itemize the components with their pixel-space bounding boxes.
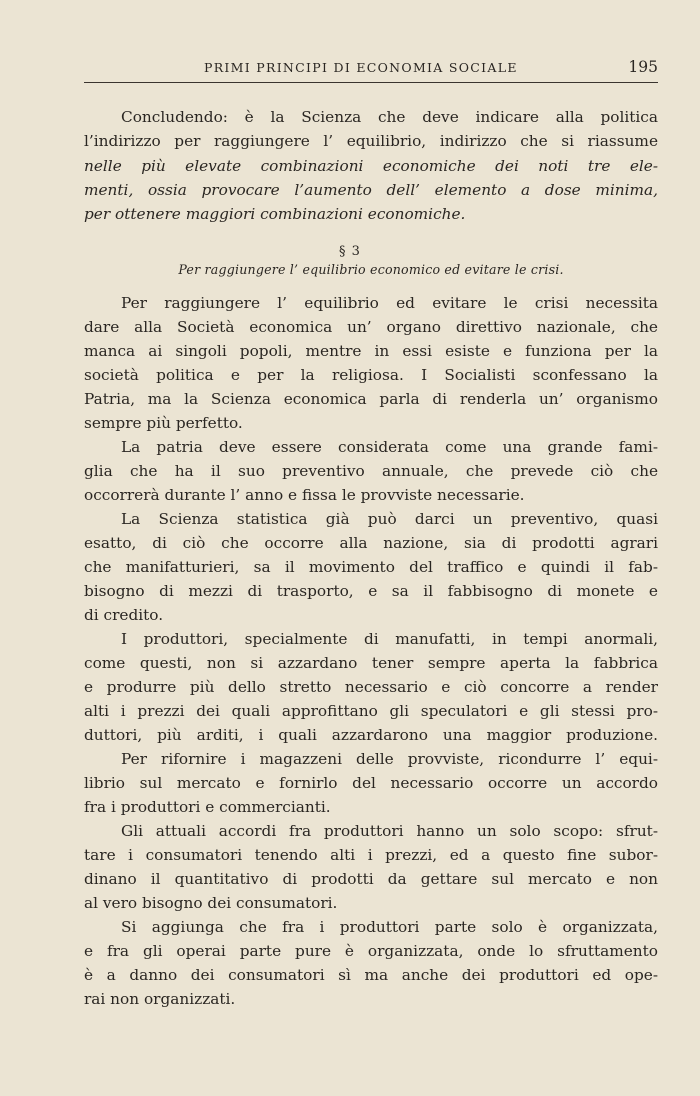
text-line: fra i produttori e commercianti. [84, 798, 331, 816]
page-number: 195 [628, 58, 658, 76]
text-line-italic: menti, ossia provocare l’aumento dell’ elemento a dose minima, [84, 181, 658, 199]
text-line: al vero bisogno dei consumatori. [84, 894, 338, 912]
text-line: che manifatturieri, sa il movimento del traffico e quindi il fab- [84, 558, 658, 576]
text-line: Per raggiungere l’ equilibrio ed evitare le crisi necessita [121, 294, 658, 312]
page-header [84, 58, 658, 83]
text-line: librio sul mercato e fornirlo del necessario occorre un accordo [84, 774, 658, 792]
text-line: alti i prezzi dei quali approfittano gli speculatori e gli stessi pro- [84, 702, 658, 720]
text-line: e produrre più dello stretto necessario e ciò concorre a render [84, 678, 658, 696]
text-line: glia che ha il suo preventivo annuale, che prevede ciò che [84, 462, 658, 480]
section-title: Per raggiungere l’ equilibrio economico ed evitare le crisi. [178, 262, 564, 277]
running-title: PRIMI PRINCIPI DI ECONOMIA SOCIALE [204, 60, 518, 75]
section-number: § 3 [339, 244, 361, 259]
text-line: e fra gli operai parte pure è organizzata, onde lo sfruttamento [84, 942, 658, 960]
text-line: tare i consumatori tenendo alti i prezzi, ed a questo fine subor- [84, 846, 658, 864]
text-line: Per rifornire i magazzeni delle provviste, ricondurre l’ equi- [121, 750, 658, 768]
text-line: Si aggiunga che fra i produttori parte solo è organizzata, [121, 918, 658, 936]
text-line: come questi, non si azzardano tener sempre aperta la fabbrica [84, 654, 658, 672]
text-line: rai non organizzati. [84, 990, 236, 1008]
text-line: esatto, di ciò che occorre alla nazione, sia di prodotti agrari [84, 534, 658, 552]
text-line: è a danno dei consumatori sì ma anche dei produttori ed ope- [84, 966, 658, 984]
text-line: sempre più perfetto. [84, 414, 243, 432]
text-line: duttori, più arditi, i quali azzardarono una maggior produzione. [84, 726, 658, 744]
text-line-italic: per ottenere maggiori combinazioni economiche. [84, 205, 466, 223]
text-line: La patria deve essere considerata come una grande fami- [121, 438, 658, 456]
text-line: dinano il quantitativo di prodotti da gettare sul mercato e non [84, 870, 658, 888]
text-line: I produttori, specialmente di manufatti, in tempi anormali, [121, 630, 658, 648]
text-line: società politica e per la religiosa. I Socialisti sconfessano la [84, 366, 658, 384]
text-line-italic: nelle più elevate combinazioni economiche dei noti tre ele- [84, 157, 658, 175]
text-line: di credito. [84, 606, 164, 624]
text-line: Gli attuali accordi fra produttori hanno un solo scopo: sfrut- [121, 822, 658, 840]
text-line: Concludendo: è la Scienza che deve indicare alla politica [121, 108, 658, 126]
text-line: occorrerà durante l’ anno e fissa le provviste necessarie. [84, 486, 525, 504]
text-line: Patria, ma la Scienza economica parla di renderla un’ organismo [84, 390, 658, 408]
text-line: manca ai singoli popoli, mentre in essi esiste e funziona per la [84, 342, 658, 360]
text-line: l’indirizzo per raggiungere l’ equilibrio, indirizzo che si riassume [84, 132, 658, 150]
text-line: La Scienza statistica già può darci un preventivo, quasi [121, 510, 658, 528]
text-line: dare alla Società economica un’ organo direttivo nazionale, che [84, 318, 658, 336]
text-line: bisogno di mezzi di trasporto, e sa il fabbisogno di monete e [84, 582, 658, 600]
